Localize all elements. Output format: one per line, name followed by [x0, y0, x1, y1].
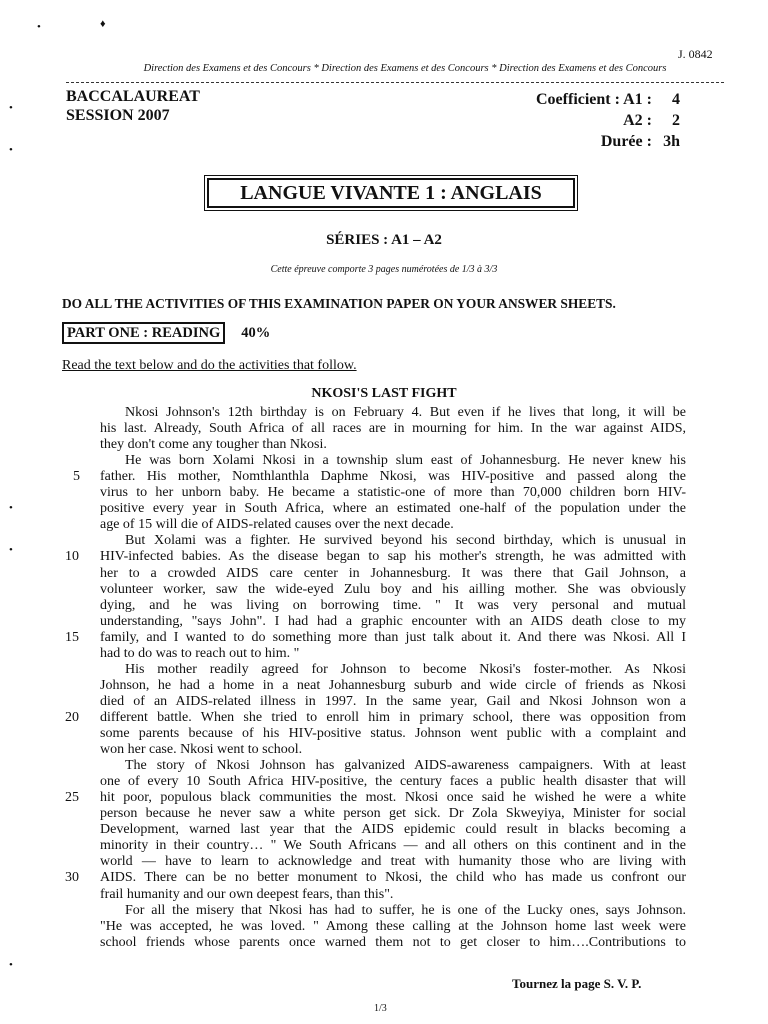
header-band: Direction des Examens et des Concours * Direction des Examens et des Concours * Direction des Examens et des Concours — [143, 63, 667, 74]
text-line: Development, warned last year that the AIDS epidemic could result in blacks becoming a — [100, 822, 686, 838]
dot-mark: • — [9, 144, 13, 156]
text-line: For all the misery that Nkosi has had to suffer, he is one of the Lucky ones, says Johnson. — [125, 902, 686, 918]
part-label: PART ONE : READING — [62, 322, 225, 344]
text-line: Johnson, he had a home in a neat Johannesburg suburb and wide circle of friends as Nkosi — [100, 677, 686, 693]
text-line: some parents because of his HIV-positive status. Johnson went public with a complaint and — [100, 726, 686, 741]
part-heading — [62, 322, 270, 344]
dot-mark: • — [9, 544, 13, 556]
text-line: age of 15 will die of AIDS-related causes over the next decade. — [100, 517, 454, 533]
read-instruction: Read the text below and do the activities that follow. — [62, 358, 357, 373]
header-rule — [66, 82, 724, 83]
line-number: 30 — [65, 870, 79, 886]
instruction: DO ALL THE ACTIVITIES OF THIS EXAMINATION PAPER ON YOUR ANSWER SHEETS. — [62, 296, 616, 311]
reference-code: J. 0842 — [678, 47, 713, 61]
text-line: his last. Already, South Africa of all races are in mourning for him. In the war against AIDS, — [100, 421, 686, 437]
coef-value: 2 — [671, 112, 680, 129]
text-line: virus to her unborn baby. He became a statistic-one of more than 70,000 children born HIV- — [100, 485, 686, 501]
dot-mark: • — [9, 502, 13, 514]
text-line: family, and I wanted to do something more than just talk about it. And there was Nkosi. All I — [100, 629, 686, 645]
dot-mark: • — [37, 21, 41, 33]
line-number: 5 — [73, 469, 80, 485]
line-number: 25 — [65, 790, 79, 806]
part-percent: 40% — [241, 324, 271, 341]
text-line: AIDS. There can be no better monument to Nkosi, the child who has made us confront our — [100, 870, 686, 886]
line-number: 20 — [65, 709, 79, 725]
exam-block — [66, 87, 200, 125]
dot-mark: • — [9, 102, 13, 114]
text-line: school friends whose parents once warned them not to get closer to him….Contributions to — [100, 934, 686, 950]
text-line: one of every 10 South Africa HIV-positive, the century faces a public health disaster that will — [100, 774, 686, 790]
text-line: hit poor, populous black communities the most. Nkosi once said he wished he were a white — [100, 790, 686, 806]
text-line: different battle. When she tried to enroll him in primary school, there was opposition from — [100, 709, 686, 725]
text-line: dying, and he was living on borrowing time. " It was very personal and mutual — [100, 597, 686, 613]
text-line: had to do was to reach out to him. " — [100, 645, 300, 661]
line-number: 15 — [65, 629, 79, 645]
text-line: "He was accepted, he was loved. " Among these calling at the Johnson home last week were — [100, 918, 686, 934]
subject-box — [204, 175, 578, 211]
text-line: person because he never saw a white person get sick. Dr Zola Skweyiya, Minister for social — [100, 806, 686, 822]
pages-note: Cette épreuve comporte 3 pages numérotées de 1/3 à 3/3 — [270, 264, 498, 275]
text-line: volunteer worker, saw the wide-eyed Zulu boy and his ailling mother. She was obviously — [100, 581, 686, 597]
text-title: NKOSI'S LAST FIGHT — [311, 386, 457, 401]
text-line: minority in their country… " We South Africans — and all others on this continent and in the — [100, 838, 686, 854]
exam-name: BACCALAUREAT — [66, 88, 200, 105]
coefficient-block — [536, 89, 680, 152]
text-line: father. His mother, Nomthlanthla Daphme Nkosi, was HIV-positive and passed along the — [100, 469, 686, 485]
text-line: His mother readily agreed for Johnson to become Nkosi's foster-mother. As Nkosi — [125, 661, 686, 677]
text-line: died of an AIDS-related illness in 1997. In the same year, Gail and Nkosi Johnson won a — [100, 693, 686, 709]
exam-session: SESSION 2007 — [66, 107, 170, 124]
dot-mark: • — [9, 959, 13, 971]
dot-mark: ♦ — [100, 18, 106, 30]
text-line: they don't come any tougher than Nkosi. — [100, 437, 327, 453]
text-line: The story of Nkosi Johnson has galvanized AIDS-awareness campaigners. With at least — [125, 758, 686, 774]
coef-label: A2 : — [623, 112, 652, 129]
turn-page-note: Tournez la page S. V. P. — [512, 976, 642, 991]
text-line: Nkosi Johnson's 12th birthday is on February 4. But even if he lives that long, it will be — [125, 405, 686, 420]
text-line: positive every year in South Africa, where an estimated one-half of the population under the — [100, 501, 686, 517]
subject-title: LANGUE VIVANTE 1 : ANGLAIS — [207, 178, 575, 208]
text-line: But Xolami was a fighter. He survived beyond his second birthday, which is unusual in — [125, 533, 686, 549]
text-line: frail humanity and our own deepest fears, than this". — [100, 886, 394, 902]
text-line: won her case. Nkosi went to school. — [100, 742, 303, 758]
duration-label: Durée : — [600, 133, 652, 150]
text-line: HIV-infected babies. As the disease began to sap his mother's strength, he was admitted with — [100, 549, 686, 565]
coef-label: Coefficient : A1 : — [536, 91, 652, 108]
coef-value: 4 — [671, 91, 680, 108]
text-line: her to a crowded AIDS care center in Johannesburg. It was there that Gail Johnson, a — [100, 565, 686, 581]
series: SÉRIES : A1 – A2 — [326, 232, 442, 248]
line-number: 10 — [65, 549, 79, 565]
text-line: world — have to learn to acknowledge and treat with humanity those who are living with — [100, 854, 686, 870]
text-line: understanding, "says John". I had had a graphic encounter with an AIDS death close to my — [100, 613, 686, 629]
text-line: He was born Xolami Nkosi in a township slum east of Johannesburg. He never knew his — [125, 453, 686, 469]
duration-value: 3h — [663, 133, 680, 150]
page-number: 1/3 — [374, 1003, 387, 1014]
